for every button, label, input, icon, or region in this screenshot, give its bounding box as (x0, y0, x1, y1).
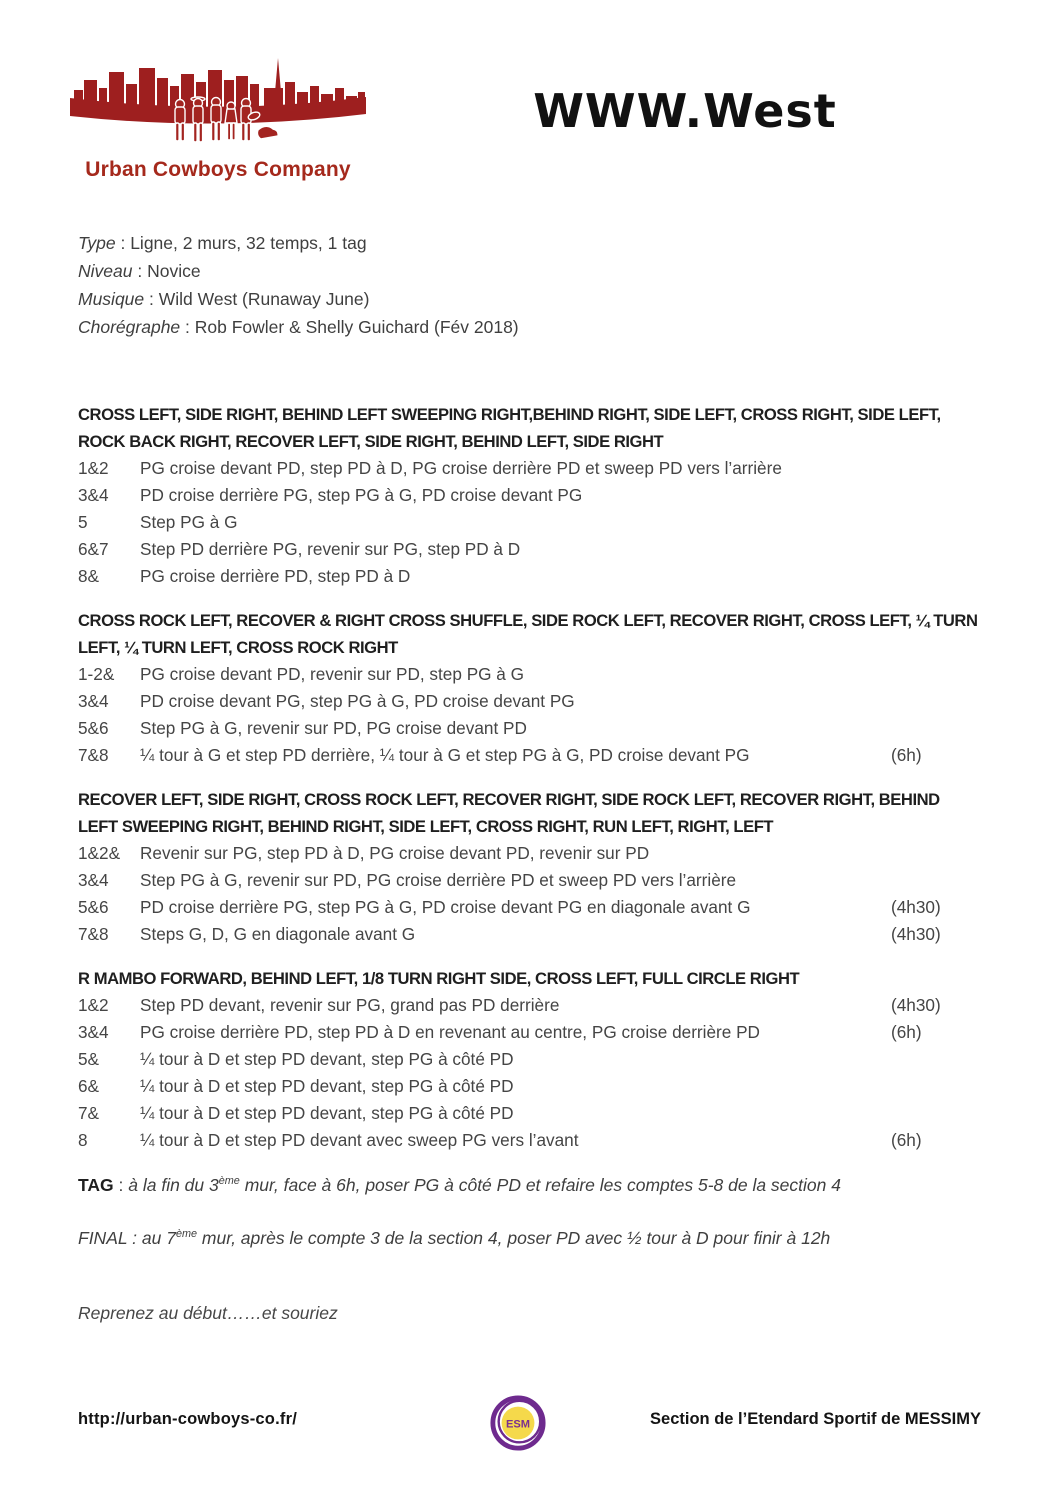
step-orientation (891, 563, 981, 590)
meta-music-label: Musique (78, 289, 145, 309)
step-count: 5& (78, 1049, 100, 1069)
meta-level-label: Niveau (78, 261, 133, 281)
step-orientation (891, 455, 981, 482)
meta-level-value: Novice (147, 261, 201, 281)
meta-separator: : (115, 233, 131, 253)
meta-music (78, 285, 519, 313)
step-orientation: (6h) (891, 745, 922, 765)
final-text: au 7 (141, 1228, 176, 1248)
step-count: 1&2& (78, 843, 121, 863)
urban-cowboys-logo (66, 58, 370, 182)
step-row (78, 1127, 981, 1154)
step-row (78, 742, 981, 769)
meta-choreographer-value: Rob Fowler & Shelly Guichard (Fév 2018) (194, 317, 519, 337)
step-orientation (891, 1100, 981, 1127)
meta-type-value: Ligne, 2 murs, 32 temps, 1 tag (130, 233, 367, 253)
esm-label: ESM (505, 1418, 531, 1431)
meta-type (78, 229, 519, 257)
step-orientation (891, 482, 981, 509)
step-description: PG croise derrière PD, step PD à D (140, 566, 411, 586)
step-row (78, 688, 981, 715)
step-count: 5&6 (78, 718, 109, 738)
step-count: 3&4 (78, 485, 109, 505)
step-orientation: (4h30) (891, 995, 941, 1015)
step-row (78, 1073, 981, 1100)
section-1 (78, 401, 981, 590)
step-orientation (891, 688, 981, 715)
restart-note: Reprenez au début……et souriez (78, 1303, 338, 1323)
esm-circle-icon (489, 1393, 547, 1453)
step-row (78, 867, 981, 894)
step-count: 1-2& (78, 664, 115, 684)
step-description: Steps G, D, G en diagonale avant G (140, 924, 416, 944)
step-orientation (891, 536, 981, 563)
section-heading: R MAMBO FORWARD, BEHIND LEFT, 1/8 TURN RIGHT SIDE, CROSS LEFT, FULL CIRCLE RIGHT (78, 969, 800, 988)
step-count: 3&4 (78, 691, 109, 711)
step-count: 6&7 (78, 539, 109, 559)
dance-title: WWW.West (533, 84, 837, 138)
step-description: Step PG à G, revenir sur PD, PG croise devant PD (140, 718, 527, 738)
tag-text: mur, face à 6h, poser PG à côté PD et refaire les comptes 5-8 de la section 4 (239, 1175, 841, 1195)
step-row (78, 482, 981, 509)
website-url: http://urban-cowboys-co.fr/ (78, 1410, 297, 1428)
step-row (78, 894, 981, 921)
section-3 (78, 786, 981, 948)
meta-choreographer (78, 313, 519, 341)
final-ordinal-suffix: ème (175, 1228, 198, 1241)
step-description: ¼ tour à G et step PD derrière, ¼ tour à G et step PG à G, PD croise devant PG (140, 745, 750, 765)
section-4 (78, 965, 981, 1154)
step-description: Revenir sur PG, step PD à D, PG croise devant PD, revenir sur PD (140, 843, 650, 863)
step-orientation (891, 1073, 981, 1100)
step-count: 5 (78, 512, 88, 532)
meta-level (78, 257, 519, 285)
meta-separator: : (180, 317, 195, 337)
step-orientation: (6h) (891, 1130, 922, 1150)
step-description: PD croise devant PG, step PG à G, PD croise devant PG (140, 691, 575, 711)
step-description: Step PD devant, revenir sur PG, grand pas PD derrière (140, 995, 560, 1015)
step-description: PG croise derrière PD, step PD à D en revenant au centre, PG croise derrière PD (140, 1022, 760, 1042)
step-count: 7& (78, 1103, 100, 1123)
tag-note (78, 1171, 981, 1199)
dance-meta (78, 229, 519, 341)
step-count: 7&8 (78, 924, 109, 944)
step-row (78, 536, 981, 563)
step-row (78, 1019, 981, 1046)
section-heading: CROSS LEFT, SIDE RIGHT, BEHIND LEFT SWEEPING RIGHT,BEHIND RIGHT, SIDE LEFT, CROSS RIGHT, SIDE LEFT, ROCK BACK RIGHT, RECOVER LEFT, SIDE RIGHT, BEHIND LEFT, SIDE RIGHT (78, 405, 941, 451)
final-note (78, 1224, 981, 1252)
final-text: mur, après le compte 3 de la section 4, poser PD avec ½ tour à D pour finir à 12h (197, 1228, 831, 1248)
step-row (78, 563, 981, 590)
step-description: ¼ tour à D et step PD devant, step PG à côté PD (140, 1076, 514, 1096)
meta-choreographer-label: Chorégraphe (78, 317, 181, 337)
choreography-sections (78, 401, 981, 1154)
step-row (78, 921, 981, 948)
meta-music-value: Wild West (Runaway June) (158, 289, 370, 309)
step-row (78, 1100, 981, 1127)
step-description: PG croise devant PD, revenir sur PD, step PG à G (140, 664, 524, 684)
step-count: 1&2 (78, 995, 109, 1015)
tag-text: à la fin du 3 (128, 1175, 219, 1195)
step-count: 8 (78, 1130, 88, 1150)
esm-logo (489, 1393, 547, 1453)
section-2 (78, 607, 981, 769)
step-description: PD croise derrière PG, step PG à G, PD croise devant PG (140, 485, 583, 505)
step-description: Step PD derrière PG, revenir sur PG, step PD à D (140, 539, 521, 559)
step-row (78, 840, 981, 867)
final-label: FINAL (78, 1228, 128, 1248)
step-count: 3&4 (78, 870, 109, 890)
step-row (78, 992, 981, 1019)
step-description: Step PG à G, revenir sur PD, PG croise derrière PD et sweep PD vers l’arrière (140, 870, 737, 890)
step-count: 6& (78, 1076, 100, 1096)
footer-section-name: Section de l’Etendard Sportif de (650, 1410, 905, 1428)
tag-separator: : (113, 1175, 129, 1195)
footer-section-text (650, 1410, 981, 1429)
brand-name: Urban Cowboys Company (85, 158, 351, 181)
step-row (78, 1046, 981, 1073)
section-heading: CROSS ROCK LEFT, RECOVER & RIGHT CROSS SHUFFLE, SIDE ROCK LEFT, RECOVER RIGHT, CROSS LEFT, ¼ TURN LEFT, ¼ TURN LEFT, CROSS ROCK RIGHT (78, 611, 978, 657)
meta-separator: : (144, 289, 159, 309)
step-orientation (891, 867, 981, 894)
step-row (78, 455, 981, 482)
step-description: PD croise derrière PG, step PG à G, PD croise devant PG en diagonale avant G (140, 897, 751, 917)
step-count: 1&2 (78, 458, 109, 478)
step-description: PG croise devant PD, step PD à D, PG croise derrière PD et sweep PD vers l’arrière (140, 458, 782, 478)
step-orientation (891, 715, 981, 742)
meta-separator: : (132, 261, 148, 281)
step-orientation: (6h) (891, 1022, 922, 1042)
step-count: 7&8 (78, 745, 109, 765)
step-count: 3&4 (78, 1022, 109, 1042)
step-description: ¼ tour à D et step PD devant avec sweep PG vers l’avant (140, 1130, 579, 1150)
section-heading: RECOVER LEFT, SIDE RIGHT, CROSS ROCK LEFT, RECOVER RIGHT, SIDE ROCK LEFT, RECOVER RIGHT, BEHIND LEFT SWEEPING RIGHT, BEHIND RIGHT, SIDE LEFT, CROSS RIGHT, RUN LEFT, RIGHT, LEFT (78, 790, 940, 836)
step-row (78, 661, 981, 688)
tag-ordinal-suffix: ème (218, 1175, 240, 1188)
step-row (78, 509, 981, 536)
step-description: ¼ tour à D et step PD devant, step PG à côté PD (140, 1103, 514, 1123)
tag-label: TAG (78, 1175, 114, 1195)
step-orientation (891, 840, 981, 867)
step-orientation: (4h30) (891, 897, 941, 917)
meta-type-label: Type (78, 233, 116, 253)
step-description: ¼ tour à D et step PD devant, step PG à côté PD (140, 1049, 514, 1069)
step-description: Step PG à G (140, 512, 238, 532)
city-skyline-cowboys-icon (66, 58, 370, 158)
final-separator: : (127, 1228, 142, 1248)
step-row (78, 715, 981, 742)
step-orientation: (4h30) (891, 924, 941, 944)
step-orientation (891, 1046, 981, 1073)
footer-city-name: MESSIMY (904, 1410, 981, 1428)
step-orientation (891, 661, 981, 688)
step-count: 5&6 (78, 897, 109, 917)
step-orientation (891, 509, 981, 536)
step-count: 8& (78, 566, 100, 586)
